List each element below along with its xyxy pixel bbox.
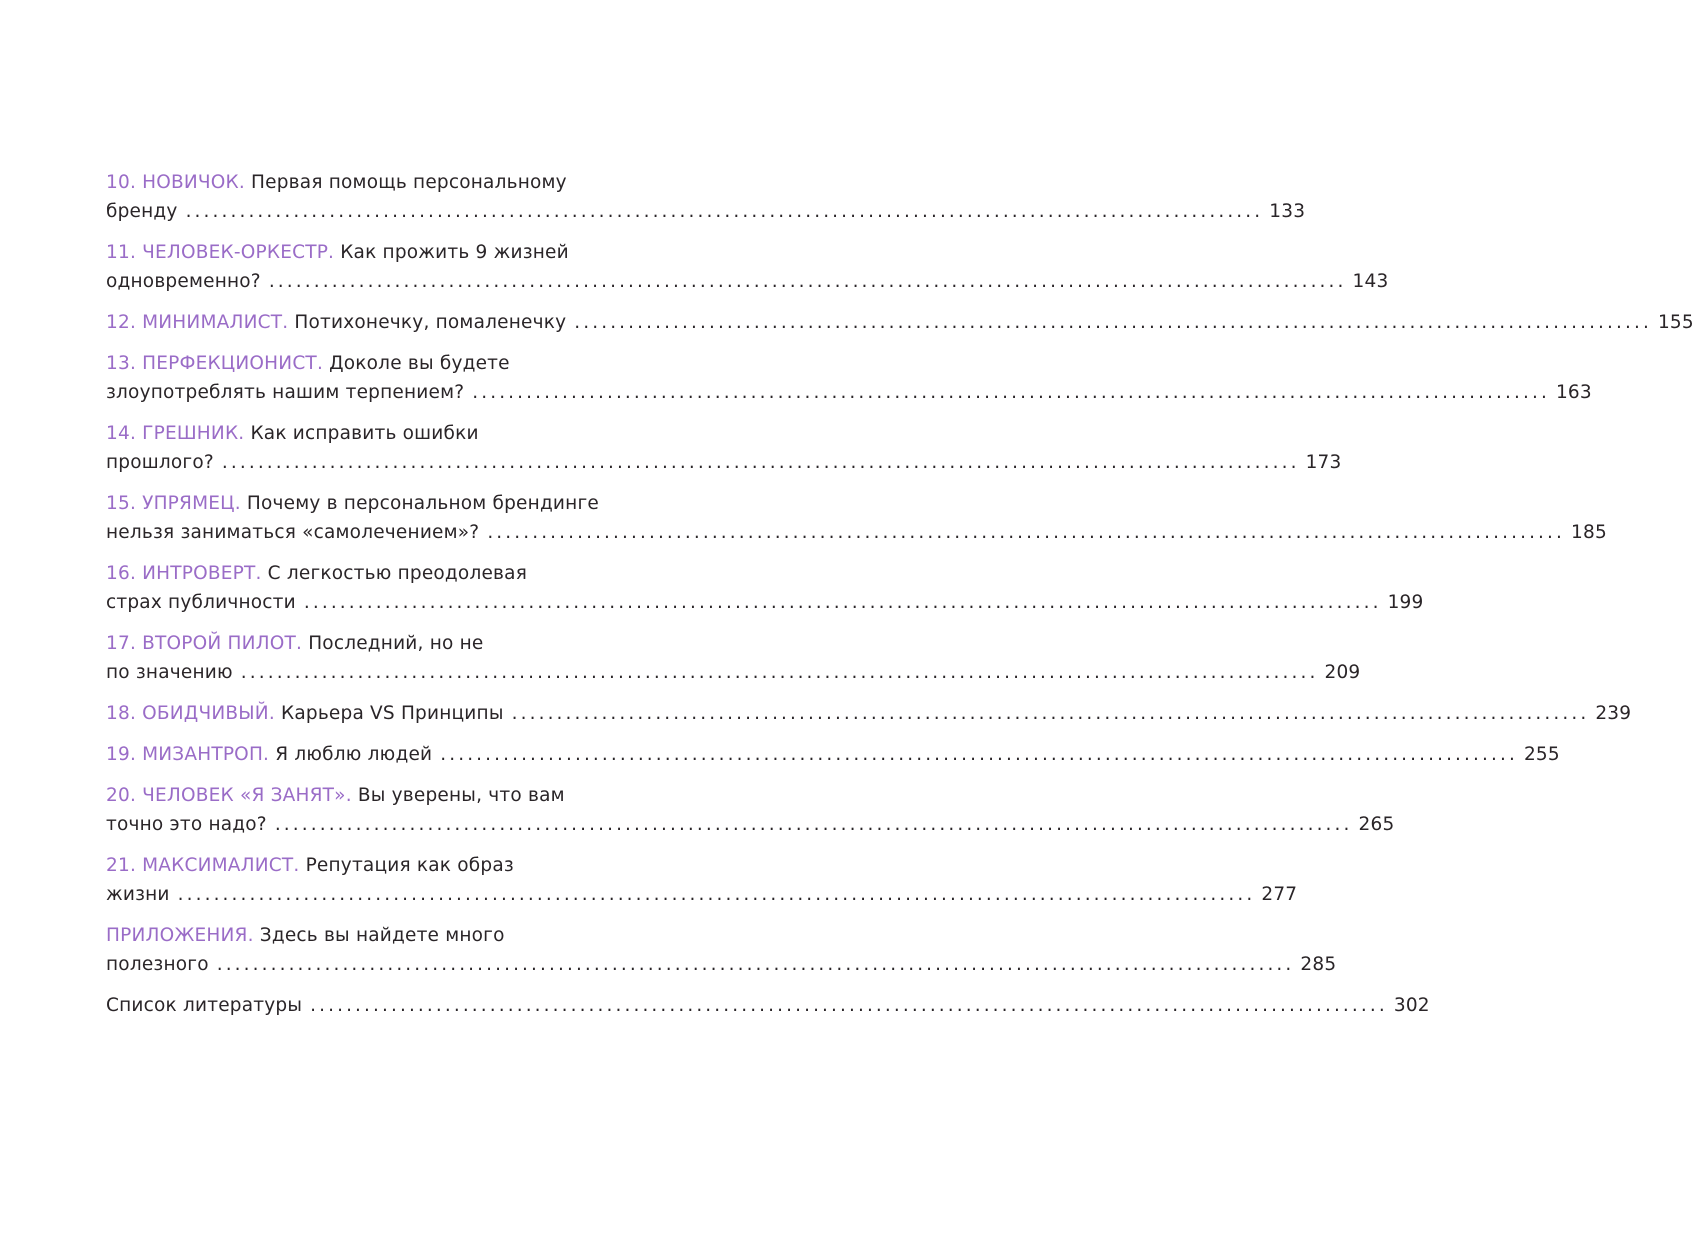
chapter-subtitle-continued: бренду <box>106 201 178 222</box>
chapter-subtitle: Первая помощь персональному <box>244 172 567 193</box>
chapter-heading: 10. НОВИЧОК. <box>106 172 245 193</box>
dot-leader: ........................................................................................................................ <box>574 312 1652 333</box>
toc-entry[interactable] <box>106 921 1337 979</box>
bibliography-label: Список литературы <box>106 995 303 1016</box>
toc-entry[interactable] <box>106 168 1306 226</box>
page-number: 255 <box>1523 744 1560 765</box>
toc-entry-page-line <box>106 950 1337 979</box>
chapter-heading: 17. ВТОРОЙ ПИЛОТ. <box>106 633 303 654</box>
toc-entry-title-line <box>106 851 650 880</box>
toc-entry-title-line <box>106 921 650 950</box>
page-number: 173 <box>1305 452 1342 473</box>
chapter-subtitle-continued: по значению <box>106 662 233 683</box>
chapter-subtitle: С легкостью преодолевая <box>261 563 528 584</box>
chapter-subtitle: Вы уверены, что вам <box>351 785 565 806</box>
chapter-subtitle: Потихонечку, помаленечку <box>294 312 567 333</box>
chapter-subtitle: Я люблю людей <box>275 744 433 765</box>
toc-entry-title-line <box>106 238 650 267</box>
chapter-subtitle: Почему в персональном брендинге <box>240 493 599 514</box>
toc-entry-title-line <box>106 168 650 197</box>
chapter-subtitle: Доколе вы будете <box>323 353 510 374</box>
toc-entry-title-line <box>106 349 650 378</box>
toc-entry-title-line <box>106 419 650 448</box>
chapter-subtitle: Карьера VS Принципы <box>281 703 504 724</box>
chapter-subtitle-continued: одновременно? <box>106 271 261 292</box>
toc-entry-page-line <box>106 699 1632 728</box>
toc-entry-title-line <box>106 489 650 518</box>
chapter-subtitle: Последний, но не <box>302 633 484 654</box>
toc-entry-page-line <box>106 658 1361 687</box>
chapter-subtitle-continued: страх публичности <box>106 592 296 613</box>
toc-entry[interactable] <box>106 781 1395 839</box>
chapter-heading: 19. МИЗАНТРОП. <box>106 744 270 765</box>
toc-entry[interactable] <box>106 740 1560 769</box>
toc-entry[interactable] <box>106 419 1342 477</box>
dot-leader: ........................................................................................................................ <box>274 814 1353 835</box>
toc-entry-page-line <box>106 880 1298 909</box>
page-number: 143 <box>1352 271 1389 292</box>
chapter-subtitle-continued: прошлого? <box>106 452 214 473</box>
toc-entry-page-line <box>106 740 1560 769</box>
toc-entry-page-line <box>106 308 1694 337</box>
chapter-subtitle-continued: полезного <box>106 954 209 975</box>
dot-leader: ........................................................................................................................ <box>221 452 1300 473</box>
table-of-contents <box>106 168 1694 1032</box>
toc-entry-title-line <box>106 781 650 810</box>
dot-leader: ........................................................................................................................ <box>268 271 1347 292</box>
toc-entry-page-line <box>106 518 1607 547</box>
chapter-subtitle: Здесь вы найдете много <box>253 925 505 946</box>
chapter-heading: 15. УПРЯМЕЦ. <box>106 493 241 514</box>
toc-entry-page-line <box>106 991 1430 1020</box>
chapter-subtitle: Как исправить ошибки <box>244 423 479 444</box>
page-number: 133 <box>1269 201 1306 222</box>
chapter-heading: ПРИЛОЖЕНИЯ. <box>106 925 254 946</box>
chapter-heading: 20. ЧЕЛОВЕК «Я ЗАНЯТ». <box>106 785 352 806</box>
toc-entry[interactable] <box>106 559 1424 617</box>
toc-entry[interactable] <box>106 851 1298 909</box>
page-number: 277 <box>1261 884 1298 905</box>
chapter-heading: 21. МАКСИМАЛИСТ. <box>106 855 300 876</box>
chapter-heading: 11. ЧЕЛОВЕК-ОРКЕСТР. <box>106 242 335 263</box>
chapter-subtitle-continued: злоупотреблять нашим терпением? <box>106 382 465 403</box>
toc-entry[interactable] <box>106 629 1361 687</box>
dot-leader: ........................................................................................................................ <box>440 744 1518 765</box>
dot-leader: ........................................................................................................................ <box>177 884 1256 905</box>
toc-entry[interactable] <box>106 699 1632 728</box>
dot-leader: ........................................................................................................................ <box>240 662 1319 683</box>
toc-entry[interactable] <box>106 991 1430 1020</box>
toc-entry-title-line <box>106 559 650 588</box>
chapter-subtitle-continued: жизни <box>106 884 170 905</box>
toc-entry-page-line <box>106 810 1395 839</box>
toc-entry-page-line <box>106 448 1342 477</box>
page-number: 199 <box>1387 592 1424 613</box>
dot-leader: ........................................................................................................................ <box>487 522 1565 543</box>
chapter-subtitle: Репутация как образ <box>299 855 514 876</box>
chapter-heading: 12. МИНИМАЛИСТ. <box>106 312 289 333</box>
toc-entry-title-line <box>106 629 650 658</box>
toc-entry[interactable] <box>106 238 1389 296</box>
dot-leader: ........................................................................................................................ <box>216 954 1295 975</box>
toc-entry[interactable] <box>106 349 1592 407</box>
chapter-heading: 16. ИНТРОВЕРТ. <box>106 563 262 584</box>
page-number: 239 <box>1595 703 1632 724</box>
toc-entry-page-line <box>106 588 1424 617</box>
dot-leader: ........................................................................................................................ <box>185 201 1264 222</box>
dot-leader: ........................................................................................................................ <box>511 703 1590 724</box>
chapter-heading: 14. ГРЕШНИК. <box>106 423 245 444</box>
dot-leader: ........................................................................................................................ <box>472 382 1550 403</box>
page-number: 163 <box>1555 382 1592 403</box>
page-number: 155 <box>1657 312 1694 333</box>
chapter-subtitle-continued: нельзя заниматься «самолечением»? <box>106 522 480 543</box>
dot-leader: ........................................................................................................................ <box>310 995 1388 1016</box>
page-number: 209 <box>1324 662 1361 683</box>
chapter-heading: 13. ПЕРФЕКЦИОНИСТ. <box>106 353 324 374</box>
page-number: 185 <box>1571 522 1607 543</box>
toc-entry-page-line <box>106 378 1592 407</box>
toc-entry[interactable] <box>106 489 1607 547</box>
chapter-subtitle: Как прожить 9 жизней <box>334 242 569 263</box>
chapter-heading: 18. ОБИДЧИВЫЙ. <box>106 703 275 724</box>
page-number: 285 <box>1300 954 1337 975</box>
toc-entry-page-line <box>106 267 1389 296</box>
dot-leader: ........................................................................................................................ <box>303 592 1382 613</box>
toc-entry-page-line <box>106 197 1306 226</box>
chapter-subtitle-continued: точно это надо? <box>106 814 267 835</box>
page-number: 265 <box>1358 814 1395 835</box>
toc-entry[interactable] <box>106 308 1694 337</box>
page-number: 302 <box>1393 995 1430 1016</box>
